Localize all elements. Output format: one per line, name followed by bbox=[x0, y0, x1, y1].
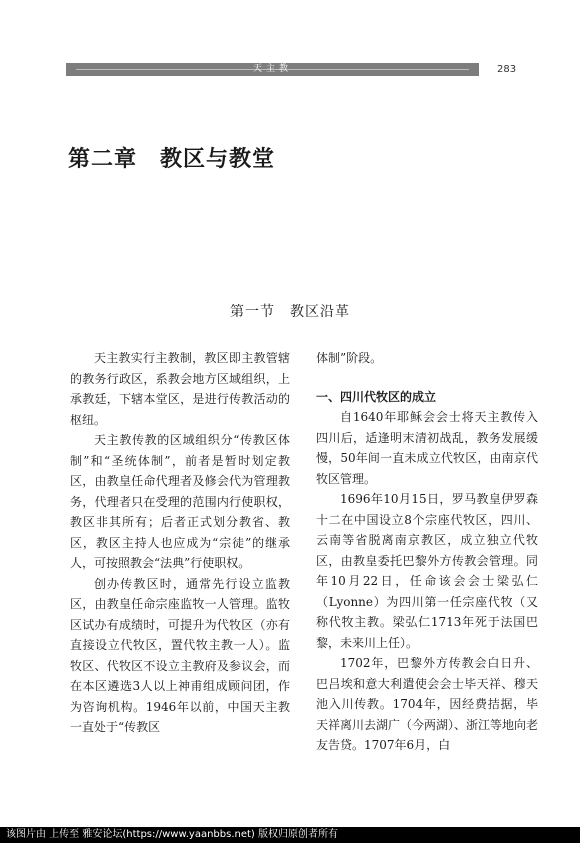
paragraph: 自1640年耶稣会会士将天主教传入四川后，适逢明末清初战乱，教务发展缓慢，50年间一直未成立代牧区，由南京代牧区管理。 bbox=[316, 410, 538, 486]
paragraph: 1702年，巴黎外方传教会白日升、巴吕埃和意大利遣使会会士毕天祥、穆天池入川传教。1704年，因经费拮据，毕天祥离川去湖广（今两湖）、浙江等地向老友告贷。1707年6月，白 bbox=[316, 656, 539, 752]
page-number: 283 bbox=[497, 64, 517, 75]
subsection-heading: 一、四川代牧区的成立 bbox=[316, 389, 437, 404]
watermark-footer: 该图片由 上传至 雅安论坛(https://www.yaanbbs.net) 版权归原创者所有 bbox=[0, 827, 580, 843]
paragraph-continuation: 体制”阶段。 bbox=[316, 351, 383, 365]
right-column bbox=[316, 348, 538, 756]
paragraph: 天主教实行主教制，教区即主教管辖的教务行政区，系教会地方区域组织，上承教廷，下辖本堂区，是进行传教活动的枢纽。 bbox=[70, 351, 290, 427]
paragraph: 天主教传教的区域组织分“传教区体制”和“圣统体制”，前者是暂时划定教区，由教皇任命代理者及修会代为管理教务，代理者只在受理的范围内行使职权，教区非其所有；后者正式划分教省、教区，教区主持人也应成为“宗徒”的继承人，可按照教会“法典”行使职权。 bbox=[70, 433, 290, 570]
section-title: 第一节 教区沿革 bbox=[230, 304, 350, 320]
chapter-title: 第二章 教区与教堂 bbox=[68, 147, 276, 172]
paragraph: 1696年10月15日，罗马教皇伊罗森十二在中国设立8个宗座代牧区，四川、云南等省脱离南京教区，成立独立代牧区，由教皇委托巴黎外方传教会管理。同年10月22日，任命该会会士梁弘仁（Lyonne）为四川第一任宗座代牧（又称代牧主教。梁弘仁1713年死于法国巴黎，未来川上任）。 bbox=[316, 492, 538, 650]
running-header-bar bbox=[66, 63, 479, 76]
left-column bbox=[70, 348, 290, 738]
paragraph: 创办传教区时，通常先行设立监教区，由教皇任命宗座监牧一人管理。监牧区试办有成绩时，可提升为代牧区（亦有直接设立代牧区，置代牧主教一人）。监牧区、代牧区不设立主教府及参议会，而在本区遴选3人以上神甫组成顾问团，作为咨询机构。1946年以前，中国天主教一直处于“传教区 bbox=[70, 576, 290, 734]
running-header-title: 天主教 bbox=[252, 64, 292, 74]
